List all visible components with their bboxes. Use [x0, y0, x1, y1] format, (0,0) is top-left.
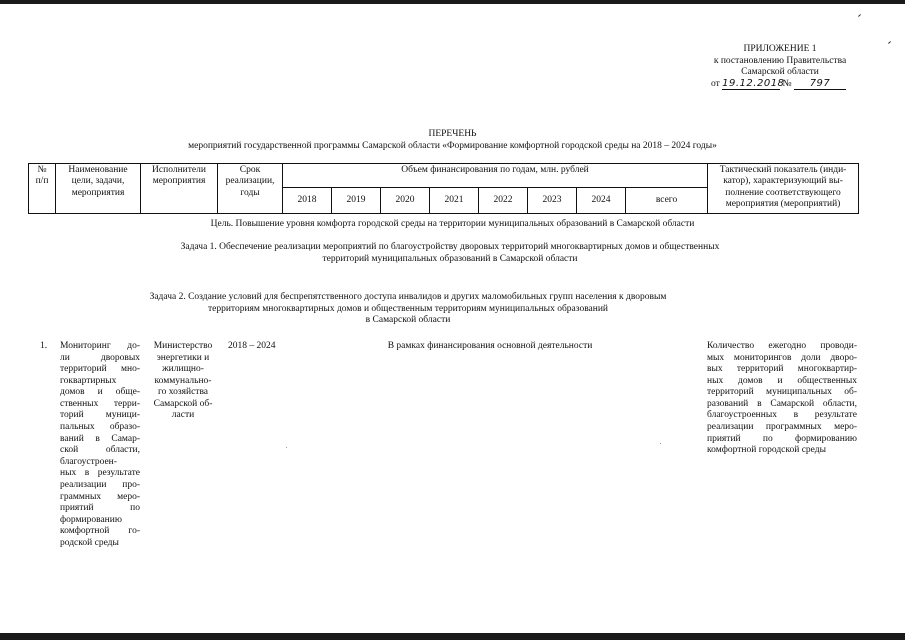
scan-speck	[660, 443, 661, 444]
header-indicator: Тактический показатель (инди- катор), характеризующий вы- полнение соответствующего мероприятия (мероприятий)	[708, 164, 859, 214]
header-year: 2024	[577, 188, 626, 214]
appendix-line: к постановлению Правительства	[713, 55, 847, 66]
header-year: 2020	[381, 188, 430, 214]
document-title: ПЕРЕЧЕНЬ	[428, 129, 477, 139]
row-name: Мониторинг до- ли дворовых территорий мно- гоквартирных домов и обще- ственных терри- торий муници- пальных образо- ваний в Самар- ской области, благоустроен- ных в результате реализации про- граммных меро- приятий по формированию комфортной го- родской среды	[60, 341, 140, 548]
row-indicator: Количество ежегодно проводи- мых мониторингов доли дворо- вых территорий многоквартир- ных домов и общественных территорий муниципальных об- разований в Самарской области, благоустроенных в результате реализации программных меро- приятий по формированию комфортной городской среды	[707, 341, 857, 456]
header-year: 2023	[528, 188, 577, 214]
scan-mark	[888, 41, 891, 44]
header-num: № п/п	[29, 164, 56, 214]
date-value: 19.12.2018	[722, 78, 785, 90]
appendix-line: Самарской области	[741, 67, 819, 78]
goal-line: Цель. Повышение уровня комфорта городской среды на территории муниципальных образований в Самарской области	[210, 219, 695, 229]
header-table	[28, 163, 859, 214]
appendix-block	[700, 44, 860, 90]
scan-bottom-border	[0, 633, 905, 640]
header-year: 2019	[332, 188, 381, 214]
header-year: 2022	[479, 188, 528, 214]
number-value: 797	[794, 79, 846, 90]
header-term: Срок реализации, годы	[218, 164, 283, 214]
header-total: всего	[626, 188, 708, 214]
header-executors: Исполнители мероприятия	[141, 164, 218, 214]
document-subtitle: мероприятий государственной программы Самарской области «Формирование комфортной городской среды на 2018 – 2024 годы»	[188, 141, 717, 151]
header-funding: Объем финансирования по годам, млн. рублей	[283, 164, 708, 188]
task-1: Задача 1. Обеспечение реализации мероприятий по благоустройству дворовых территорий многоквартирных домов и общественных территорий муниципальных образований в Самарской области	[180, 242, 720, 264]
appendix-date-line	[700, 79, 860, 91]
task-2: Задача 2. Создание условий для беспрепятственного доступа инвалидов и других маломобильных групп населения к дворовым территориям многоквартирных домов и общественным территориям муниципальных образований в Самарской области	[149, 292, 667, 326]
header-name: Наименование цели, задачи, мероприятия	[56, 164, 141, 214]
scan-speck	[286, 447, 287, 448]
scan-top-border	[0, 0, 905, 4]
row-number: 1.	[40, 341, 48, 351]
number-prefix: №	[782, 78, 792, 89]
row-term: 2018 – 2024	[228, 341, 276, 351]
row-funding: В рамках финансирования основной деятельности	[387, 341, 593, 351]
header-year: 2018	[283, 188, 332, 214]
row-executor: Министерство энергетики и жилищно- коммунально- го хозяйства Самарской об- ласти	[153, 341, 213, 421]
scan-mark	[858, 14, 861, 17]
appendix-title: ПРИЛОЖЕНИЕ 1	[743, 44, 817, 54]
header-year: 2021	[430, 188, 479, 214]
date-prefix: от	[711, 78, 720, 89]
